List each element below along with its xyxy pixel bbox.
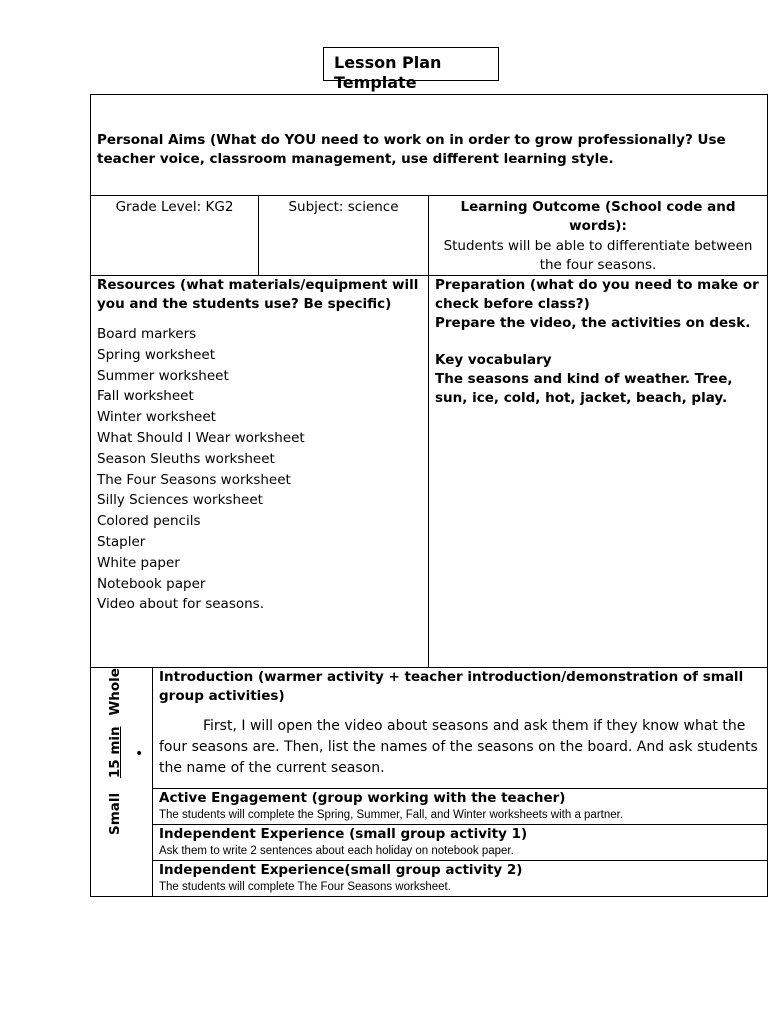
side-label-time: 15 min — [107, 726, 123, 779]
resources-cell — [91, 276, 429, 668]
list-item: Spring worksheet — [97, 346, 216, 363]
independent-2-cell — [153, 861, 768, 897]
active-engagement-cell — [153, 789, 768, 825]
resources-list — [97, 324, 422, 615]
learning-outcome-cell — [429, 196, 768, 276]
side-label-cell — [91, 668, 153, 897]
list-item: Summer worksheet — [97, 367, 229, 384]
list-item: Stapler — [97, 533, 146, 550]
lesson-plan-table — [90, 94, 768, 897]
list-item: Winter worksheet — [97, 409, 216, 426]
independent-2-heading: Independent Experience(small group activity 2) — [159, 862, 523, 878]
introduction-body — [135, 716, 761, 779]
independent-1-cell — [153, 825, 768, 861]
list-item: White paper — [97, 554, 180, 571]
introduction-text: First, I will open the video about seasons and ask them if they know what the four seasons are. Then, list the names of the seasons on the board. And ask students the name of the current season. — [159, 718, 758, 776]
resources-row — [91, 276, 768, 668]
grade-level-text: Grade Level: KG2 — [115, 199, 234, 215]
list-item: What Should I Wear worksheet — [97, 429, 305, 446]
introduction-heading: Introduction (warmer activity + teacher introduction/demonstration of small group activities) — [159, 669, 744, 704]
independent-2-row — [91, 861, 768, 897]
key-vocabulary-text: The seasons and kind of weather. Tree, sun, ice, cold, hot, jacket, beach, play. — [435, 371, 733, 406]
preparation-heading: Preparation (what do you need to make or check before class?) — [435, 277, 759, 312]
introduction-row — [91, 668, 768, 789]
preparation-text: Prepare the video, the activities on desk. — [435, 315, 751, 331]
aims-cell — [91, 95, 768, 196]
independent-1-text: Ask them to write 2 sentences about each holiday on notebook paper. — [159, 845, 514, 857]
side-label — [106, 669, 128, 835]
list-item: Colored pencils — [97, 513, 201, 530]
list-item: Season Sleuths worksheet — [97, 450, 275, 467]
independent-2-text: The students will complete The Four Seasons worksheet. — [159, 881, 451, 893]
subject-text: Subject: science — [288, 199, 399, 215]
page-title: Lesson Plan — [334, 53, 442, 72]
active-engagement-text: The students will complete the Spring, Summer, Fall, and Winter worksheets with a partner. — [159, 809, 624, 821]
list-item: Board markers — [97, 326, 197, 342]
grade-level-cell — [91, 196, 259, 276]
title-box — [323, 47, 499, 92]
independent-1-heading: Independent Experience (small group activity 1) — [159, 826, 528, 842]
side-label-whole: Whole — [107, 668, 123, 716]
subject-cell — [259, 196, 429, 276]
list-item: Silly Sciences worksheet — [97, 492, 263, 509]
resources-heading: Resources (what materials/equipment will you and the students use? Be specific) — [97, 277, 419, 312]
key-vocabulary-heading: Key vocabulary — [435, 352, 552, 368]
list-item: The Four Seasons worksheet — [97, 471, 291, 488]
bullet: • — [135, 746, 144, 762]
independent-1-row — [91, 825, 768, 861]
grade-subject-row — [91, 196, 768, 276]
introduction-cell — [135, 668, 768, 789]
list-item: Notebook paper — [97, 575, 206, 592]
learning-outcome-heading: Learning Outcome (School code and words): — [460, 199, 736, 234]
aims-row — [91, 95, 768, 196]
preparation-cell — [429, 276, 768, 668]
active-engagement-heading: Active Engagement (group working with the teacher) — [159, 790, 566, 806]
learning-outcome-text: Students will be able to differentiate between the four seasons. — [443, 238, 753, 273]
personal-aims-text: Personal Aims (What do YOU need to work on in order to grow professionally? Use teacher voice, classroom management, use different learning style. — [97, 132, 726, 167]
list-item: Fall worksheet — [97, 388, 194, 405]
page-title-clipped-line: Template — [334, 73, 417, 92]
side-label-small: Small — [107, 792, 123, 835]
active-engagement-row — [91, 789, 768, 825]
list-item: Video about for seasons. — [97, 596, 264, 613]
